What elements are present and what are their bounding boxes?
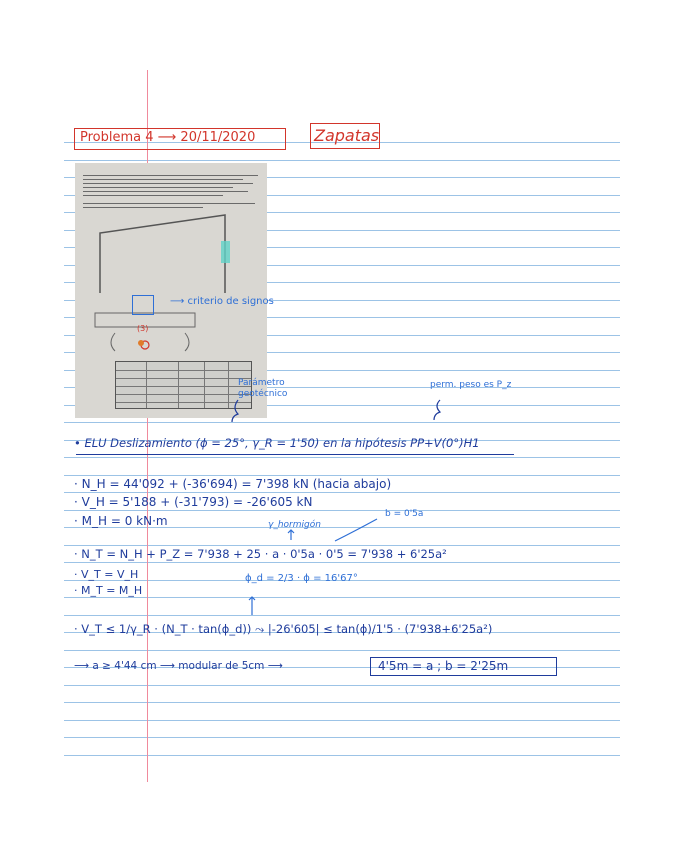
- line-inequality: · V_T ≤ 1/γ_R · (N_T · tan(ϕ_d)) ⤳ |-26'605| ≤ tan(ϕ)/1'5 · (7'938+6'25a²): [74, 622, 493, 636]
- perm-note: perm. peso es P_z: [430, 380, 512, 390]
- result-line: ⟶ a ≥ 4'44 cm ⟶ modular de 5cm ⟶: [74, 660, 283, 672]
- line-mt: · M_T = M_H: [74, 584, 143, 597]
- svg-text:(3): (3): [137, 324, 149, 333]
- page-title: Problema 4 ⟶ 20/11/2020: [80, 130, 256, 145]
- param-note: Parámetro geotécnico: [238, 378, 288, 399]
- gamma-note: γ_hormigón: [268, 520, 321, 530]
- line-nt: · N_T = N_H + P_Z = 7'938 + 25 · a · 0'5a · 0'5 = 7'938 + 6'25a²: [74, 547, 447, 561]
- phi-d-note: ϕ_d = 2/3 · ϕ = 16'67°: [245, 573, 358, 584]
- elu-underline: [76, 454, 514, 455]
- topic-label: Zapatas: [314, 126, 380, 145]
- line-nh: · N_H = 44'092 + (-36'694) = 7'398 kN (hacia abajo): [74, 477, 392, 491]
- elu-heading: • ELU Deslizamiento (ϕ = 25°, γ_R = 1'50) en la hipótesis PP+V(0°)H1: [74, 436, 480, 450]
- signs-note: ⟶ criterio de signos: [170, 296, 274, 307]
- signs-marker-box: [132, 295, 154, 315]
- line-mh: · M_H = 0 kN·m: [74, 514, 168, 528]
- line-vt: · V_T = V_H: [74, 568, 139, 581]
- line-vh: · V_H = 5'188 + (-31'793) = -26'605 kN: [74, 495, 313, 509]
- result-value: 4'5m = a ; b = 2'25m: [378, 659, 509, 673]
- photo-table: [115, 361, 252, 409]
- b-note: b = 0'5a: [385, 509, 424, 519]
